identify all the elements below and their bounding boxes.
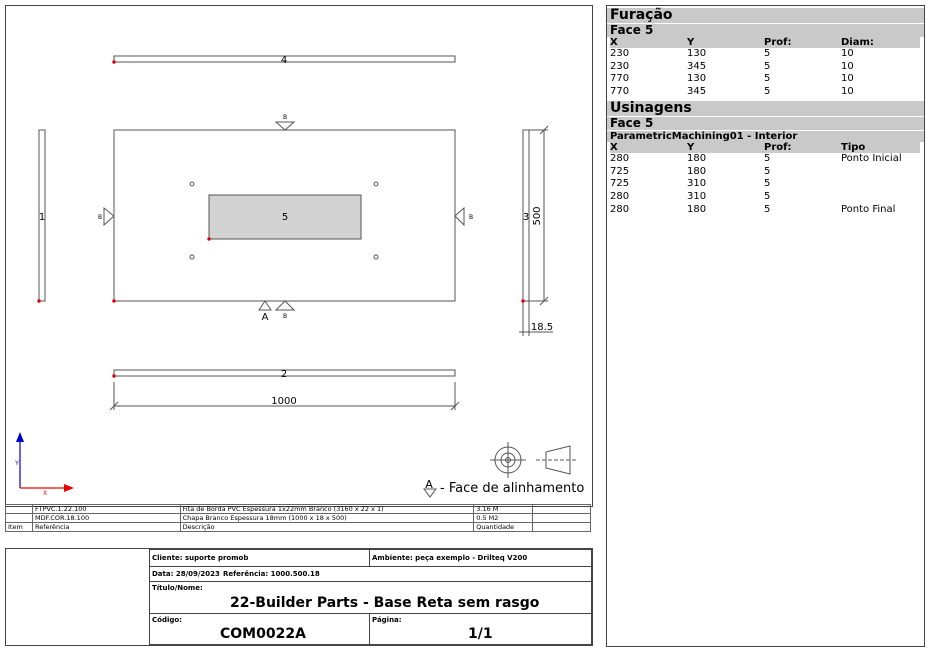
face-marker-top — [276, 122, 294, 130]
bom-empty — [533, 514, 591, 523]
drilling-row — [610, 86, 920, 99]
drill-hole — [374, 255, 378, 259]
drilling-row — [610, 73, 920, 86]
cell: 130 — [687, 73, 707, 85]
bom-header-row — [6, 523, 591, 532]
bom-ref: MDF.COR.18.100 — [32, 514, 180, 523]
bom-row — [6, 514, 591, 523]
dimension-thickness-label: 18.5 — [530, 322, 554, 333]
machining-panel — [606, 5, 925, 647]
title-cell — [149, 581, 592, 614]
machining-face: Face 5 — [607, 117, 924, 130]
bom-desc: Chapa Branco Espessura 18mm (1000 x 18 x 500) — [180, 514, 474, 523]
code-label: Código: — [152, 616, 182, 624]
cell: Ponto Inicial — [841, 152, 902, 164]
cell: 10 — [841, 60, 854, 72]
code-value: COM0022A — [220, 626, 306, 642]
cell: 310 — [687, 190, 707, 202]
cell: 5 — [764, 48, 771, 59]
machining-name: ParametricMachining01 - Interior — [607, 131, 924, 142]
cell: 130 — [687, 48, 707, 59]
y-axis-label: Y — [15, 460, 19, 467]
cell: 310 — [687, 178, 707, 190]
legend-text: - Face de alinhamento — [440, 481, 585, 496]
client-text: Cliente: suporte promob — [152, 554, 249, 562]
machining-header-row — [610, 142, 920, 153]
cell: 770 — [610, 73, 630, 85]
cell: 10 — [841, 73, 854, 85]
page-cell — [369, 613, 592, 645]
bom-header-ref: Referência — [32, 523, 180, 532]
origin-marker — [37, 299, 40, 302]
face-label-left: B — [97, 214, 103, 221]
title-label: Título/Nome: — [152, 584, 203, 592]
environment-text: Ambiente: peça exemplo - Drilteq V200 — [372, 554, 528, 562]
legend-symbol: A — [425, 478, 433, 491]
bom-table — [5, 504, 591, 532]
bom-header-desc: Descrição — [180, 523, 474, 532]
bom-item — [6, 505, 33, 514]
machining-row — [610, 178, 920, 191]
date-ref-cell — [149, 566, 592, 582]
cell: 5 — [764, 190, 771, 202]
cell: Ponto Final — [841, 203, 896, 215]
drilling-col-depth: Prof: — [764, 37, 841, 48]
face-marker-left — [104, 208, 114, 225]
piece-label-1: 1 — [38, 212, 46, 223]
machining-col-depth: Prof: — [764, 142, 841, 153]
cell: 5 — [764, 178, 771, 190]
machining-title: Usinagens — [607, 101, 924, 116]
cell: 770 — [610, 86, 630, 98]
origin-marker — [112, 299, 115, 302]
face-label-top: B — [282, 114, 288, 121]
face-label-a: A — [261, 312, 269, 323]
piece-label-3: 3 — [522, 212, 530, 223]
cell: 280 — [610, 152, 630, 164]
face-marker-a — [259, 301, 271, 310]
cell: 10 — [841, 86, 854, 98]
cell: 5 — [764, 165, 771, 177]
client-cell — [149, 549, 370, 567]
cell: 180 — [687, 152, 707, 164]
machining-row — [610, 204, 920, 217]
title-block — [5, 548, 593, 646]
cell — [841, 166, 920, 179]
origin-marker — [207, 237, 210, 240]
face-marker-bottom — [276, 301, 294, 310]
date-text: Data: 28/09/2023 — [152, 570, 220, 578]
drilling-col-diam: Diam: — [841, 37, 920, 48]
cell: 5 — [764, 203, 771, 215]
bom-empty — [533, 523, 591, 532]
drilling-row — [610, 61, 920, 74]
cell — [841, 191, 920, 204]
bom-header-qty: Quantidade — [474, 523, 533, 532]
cell: 5 — [764, 152, 771, 164]
drilling-col-y: Y — [687, 37, 764, 48]
drilling-title: Furação — [607, 8, 924, 23]
cell: 5 — [764, 73, 771, 85]
origin-marker — [112, 60, 115, 63]
machining-row — [610, 153, 920, 166]
drilling-table — [610, 37, 920, 99]
drill-hole — [190, 182, 194, 186]
dimension-height-label: 500 — [532, 206, 543, 226]
piece-label-5: 5 — [281, 212, 289, 223]
drilling-header-row — [610, 37, 920, 48]
machining-col-x: X — [610, 142, 687, 153]
code-cell — [149, 613, 370, 645]
drill-hole — [190, 255, 194, 259]
bom-ref: FTPVC.1.22.100 — [32, 505, 180, 514]
bom-header-item: Item — [6, 523, 33, 532]
machining-col-y: Y — [687, 142, 764, 153]
cell: 5 — [764, 86, 771, 98]
x-axis-label: X — [42, 490, 48, 497]
cell: 10 — [841, 48, 854, 59]
bom-item — [6, 514, 33, 523]
cell: 345 — [687, 60, 707, 72]
origin-marker — [521, 299, 524, 302]
bom-qty: 0.5 M2 — [474, 514, 533, 523]
logo-area — [6, 549, 150, 645]
cell: 345 — [687, 86, 707, 98]
face-label-right: B — [468, 214, 474, 221]
cell: 180 — [687, 165, 707, 177]
cell — [841, 178, 920, 191]
machining-row — [610, 191, 920, 204]
bom-qty: 3.16 M — [474, 505, 533, 514]
bom-empty — [533, 505, 591, 514]
origin-marker — [112, 374, 115, 377]
machining-col-type: Tipo — [841, 142, 920, 153]
drill-hole — [374, 182, 378, 186]
cell: 280 — [610, 190, 630, 202]
page-label: Página: — [372, 616, 402, 624]
cell: 725 — [610, 165, 630, 177]
environment-cell — [369, 549, 592, 567]
reference-text: Referência: 1000.500.18 — [223, 570, 320, 578]
piece-label-4: 4 — [280, 55, 288, 66]
cell: 5 — [764, 60, 771, 72]
face-label-bottom: B — [282, 313, 288, 320]
cell: 230 — [610, 48, 630, 59]
bom-desc: Fita de Borda PVC Espessura 1x22mm Branco (3160 x 22 x 1) — [180, 505, 474, 514]
face-marker-right — [455, 208, 464, 225]
bom-row — [6, 505, 591, 514]
drilling-row — [610, 48, 920, 61]
cell: 180 — [687, 203, 707, 215]
cell: 230 — [610, 60, 630, 72]
drilling-face: Face 5 — [607, 24, 924, 37]
machining-table — [610, 142, 920, 217]
dimension-width-label: 1000 — [271, 396, 297, 407]
drilling-col-x: X — [610, 37, 687, 48]
cell: 280 — [610, 203, 630, 215]
document-title: 22-Builder Parts - Base Reta sem rasgo — [230, 595, 540, 611]
cell: 725 — [610, 178, 630, 190]
page-value: 1/1 — [468, 626, 493, 642]
machining-row — [610, 166, 920, 179]
piece-label-2: 2 — [280, 369, 288, 380]
